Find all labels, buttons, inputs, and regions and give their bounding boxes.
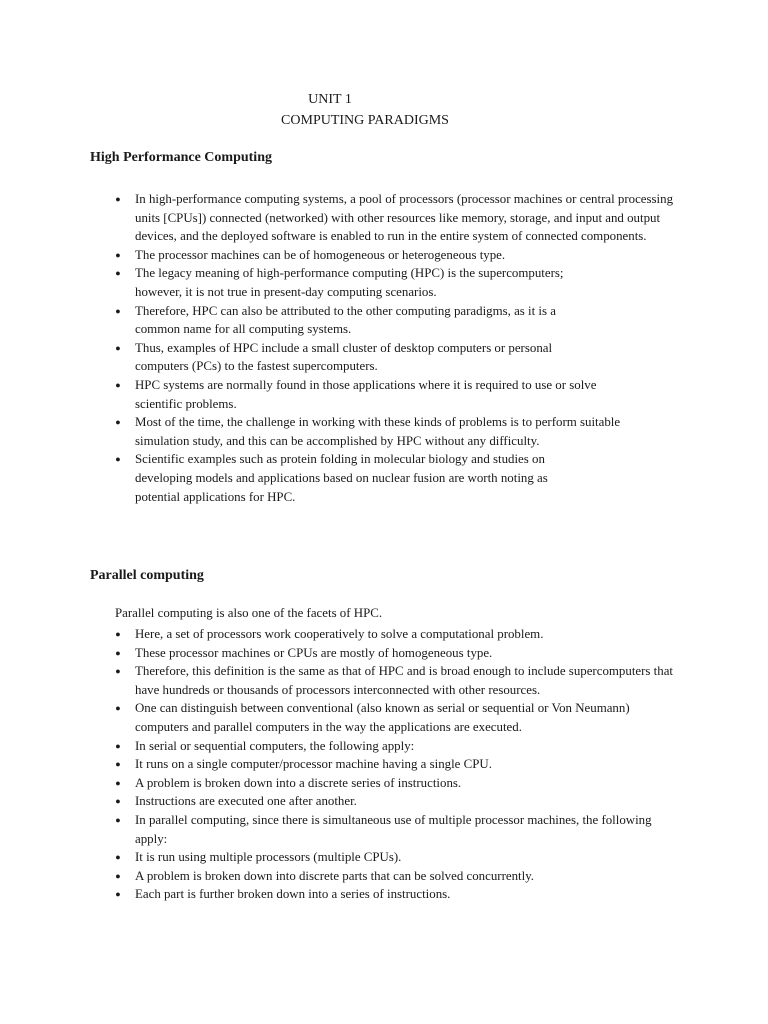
bullet-icon: ● [115, 777, 121, 788]
bullet-icon: ● [115, 194, 121, 204]
hpc-heading: High Performance Computing [90, 150, 272, 165]
bullet-icon: ● [115, 666, 121, 677]
list-item: ● In high-performance computing systems, a pool of processors (processor machines or central processing units [CPUs]) connected (networked) with other resources like memory, storage, and input and output devices, and the deployed software is enabled to run in the entire system of connected components. [113, 190, 675, 246]
bullet-icon: ● [115, 759, 121, 770]
list-item: ● It is run using multiple processors (multiple CPUs). [113, 848, 673, 867]
parallel-bullet-list [113, 625, 673, 904]
list-item: ● Most of the time, the challenge in working with these kinds of problems is to perform suitable simulation study, and this can be accomplished by HPC without any difficulty. [113, 413, 635, 450]
bullet-icon: ● [115, 629, 121, 639]
list-item: ● Here, a set of processors work cooperatively to solve a computational problem. [113, 625, 673, 644]
bullet-icon: ● [115, 249, 121, 260]
bullet-icon: ● [115, 796, 121, 807]
list-item: ● In parallel computing, since there is simultaneous use of multiple processor machines, the following apply: [113, 811, 660, 848]
list-item: ● HPC systems are normally found in those applications where it is required to use or solve scientific problems. [113, 376, 635, 413]
bullet-icon: ● [115, 852, 121, 863]
bullet-icon: ● [115, 417, 121, 428]
bullet-icon: ● [115, 870, 121, 881]
bullet-icon: ● [115, 889, 121, 900]
list-item: ● Thus, examples of HPC include a small cluster of desktop computers or personal computers (PCs) to the fastest supercomputers. [113, 339, 585, 376]
hpc-bullet-list [113, 190, 673, 506]
list-item: ● Therefore, this definition is the same as that of HPC and is broad enough to include supercomputers that have hundreds or thousands of processors interconnected with other resources. [113, 662, 673, 699]
bullet-icon: ● [115, 305, 121, 316]
unit-label: UNIT 1 [308, 92, 352, 107]
bullet-icon: ● [115, 814, 121, 825]
list-item: ● Therefore, HPC can also be attributed to the other computing paradigms, as it is a common name for all computing systems. [113, 302, 585, 339]
parallel-heading: Parallel computing [90, 568, 204, 583]
list-item: ● One can distinguish between conventional (also known as serial or sequential or Von Neumann) computers and parallel computers in the way the applications are executed. [113, 699, 635, 736]
parallel-intro: Parallel computing is also one of the facets of HPC. [115, 606, 383, 620]
list-item: ● In serial or sequential computers, the following apply: [113, 737, 673, 756]
list-item: ● Instructions are executed one after another. [113, 792, 673, 811]
bullet-icon: ● [115, 342, 121, 353]
bullet-icon: ● [115, 454, 121, 465]
list-item: ● A problem is broken down into discrete parts that can be solved concurrently. [113, 867, 673, 886]
list-item: ● These processor machines or CPUs are mostly of homogeneous type. [113, 644, 673, 663]
bullet-icon: ● [115, 740, 121, 751]
list-item: ● A problem is broken down into a discrete series of instructions. [113, 774, 673, 793]
list-item: ● It runs on a single computer/processor machine having a single CPU. [113, 755, 673, 774]
bullet-icon: ● [115, 703, 121, 714]
page-title: COMPUTING PARADIGMS [281, 113, 449, 128]
bullet-icon: ● [115, 379, 121, 390]
bullet-icon: ● [115, 268, 121, 279]
bullet-icon: ● [115, 647, 121, 658]
list-item: ● Scientific examples such as protein folding in molecular biology and studies on developing models and applications based on nuclear fusion are worth noting as potential applications for HPC. [113, 450, 585, 506]
list-item: ● The legacy meaning of high-performance computing (HPC) is the supercomputers; however, it is not true in present-day computing scenarios. [113, 264, 595, 301]
list-item: ● The processor machines can be of homogeneous or heterogeneous type. [113, 246, 673, 265]
list-item: ● Each part is further broken down into a series of instructions. [113, 885, 673, 904]
